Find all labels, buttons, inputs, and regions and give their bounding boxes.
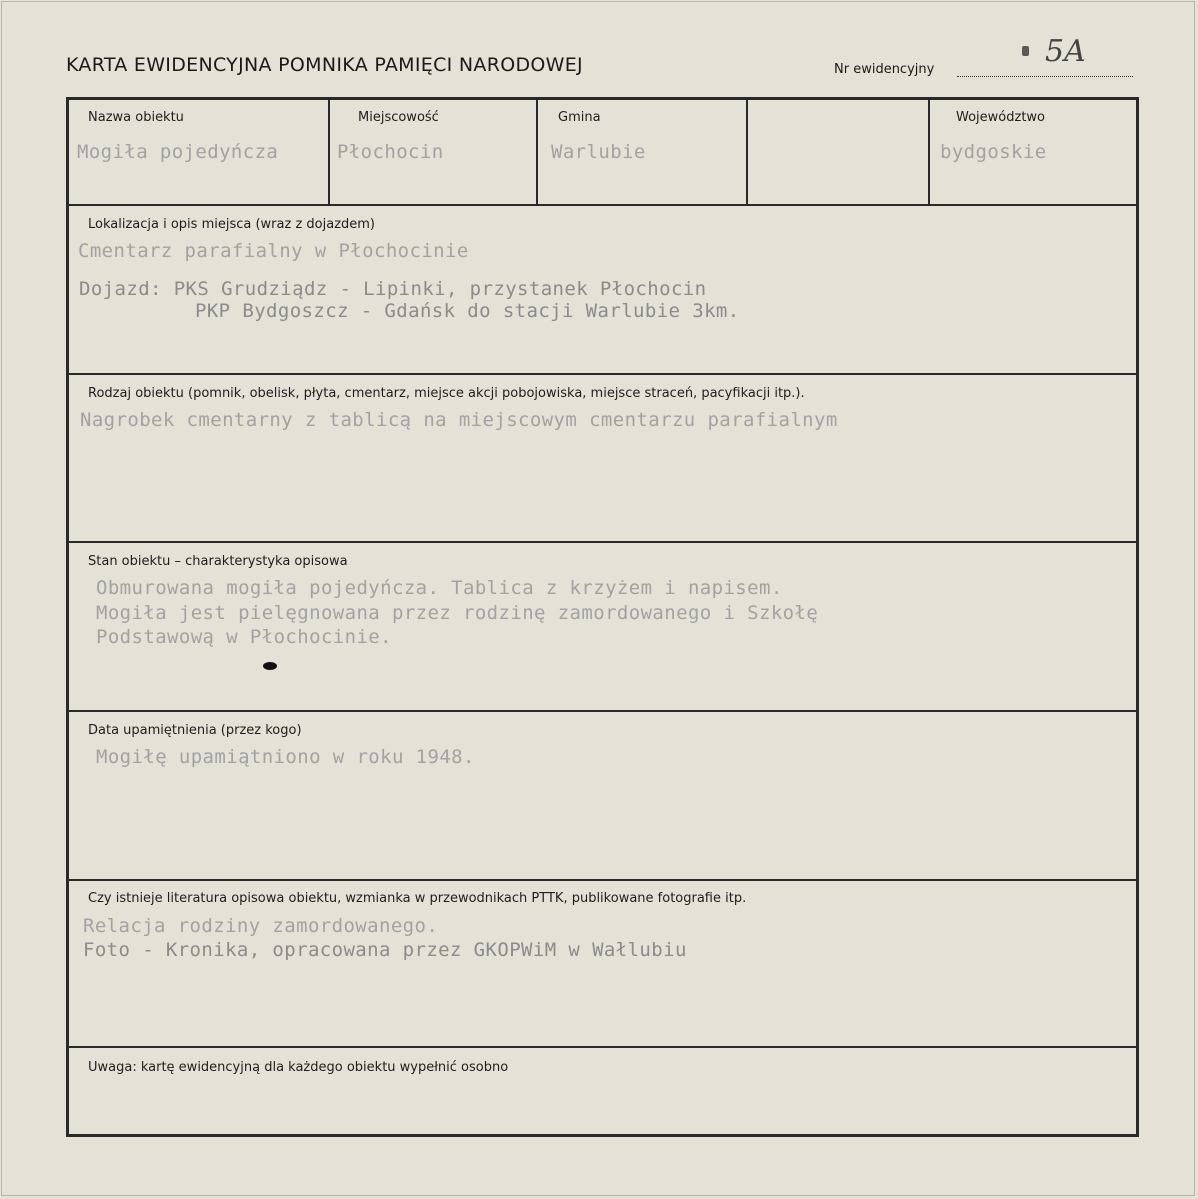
ink-mark: [1022, 46, 1029, 56]
location-label: Lokalizacja i opis miejsca (wraz z dojazdem): [88, 217, 375, 232]
literature-label: Czy istnieje literatura opisowa obiektu, wzmianka w przewodnikach PTTK, publikowane fotografie itp.: [88, 891, 747, 906]
commune-value: Warlubie: [551, 141, 646, 163]
commemoration-date-label: Data upamiętnienia (przez kogo): [88, 723, 302, 738]
condition-line-1: Obmurowana mogiła pojedyńcza. Tablica z krzyżem i napisem.: [96, 577, 783, 599]
literature-line-1: Relacja rodziny zamordowanego.: [83, 915, 439, 937]
row-divider: [69, 373, 1136, 375]
registration-form-table: [66, 97, 1139, 1137]
note-label: Uwaga: kartę ewidencyjną dla każdego obiektu wypełnić osobno: [88, 1060, 509, 1075]
record-number-dotted-line: [957, 76, 1133, 77]
object-name-label: Nazwa obiektu: [88, 110, 184, 125]
condition-line-2: Mogiła jest pielęgnowana przez rodzinę zamordowanego i Szkołę: [96, 602, 819, 624]
column-divider: [328, 100, 330, 206]
row-divider: [69, 710, 1136, 712]
row-divider: [69, 1046, 1136, 1048]
row-divider: [69, 541, 1136, 543]
commune-label: Gmina: [558, 110, 601, 125]
condition-line-3: Podstawową w Płochocinie.: [96, 626, 392, 648]
condition-label: Stan obiektu – charakterystyka opisowa: [88, 554, 348, 569]
column-divider: [928, 100, 930, 206]
object-type-label: Rodzaj obiektu (pomnik, obelisk, płyta, cmentarz, miejsce akcji pobojowiska, miejsce straceń, pacyfikacji itp.).: [88, 386, 805, 401]
object-type-line-1: Nagrobek cmentarny z tablicą na miejscowym cmentarzu parafialnym: [80, 409, 838, 431]
column-divider: [536, 100, 538, 206]
locality-value: Płochocin: [337, 141, 444, 163]
location-line-2: Dojazd: PKS Grudziądz - Lipinki, przystanek Płochocin: [79, 278, 707, 300]
locality-label: Miejscowość: [358, 110, 439, 125]
row-divider: [69, 879, 1136, 881]
location-line-3: PKP Bydgoszcz - Gdańsk do stacji Warlubie 3km.: [195, 300, 740, 322]
literature-line-2: Foto - Kronika, opracowana przez GKOPWiM w Wałlubiu: [83, 939, 687, 961]
location-line-1: Cmentarz parafialny w Płochocinie: [78, 240, 469, 262]
record-number-value: 5A: [1045, 34, 1086, 69]
record-number-label: Nr ewidencyjny: [834, 62, 935, 77]
row-divider: [69, 204, 1136, 206]
voivodeship-label: Województwo: [956, 110, 1046, 125]
form-title: KARTA EWIDENCYJNA POMNIKA PAMIĘCI NARODOWEJ: [66, 54, 583, 76]
object-name-value: Mogiła pojedyńcza: [77, 141, 279, 163]
ink-blot: [263, 662, 277, 670]
column-divider: [746, 100, 748, 206]
commemoration-date-line-1: Mogiłę upamiątniono w roku 1948.: [96, 746, 475, 768]
voivodeship-value: bydgoskie: [940, 141, 1047, 163]
